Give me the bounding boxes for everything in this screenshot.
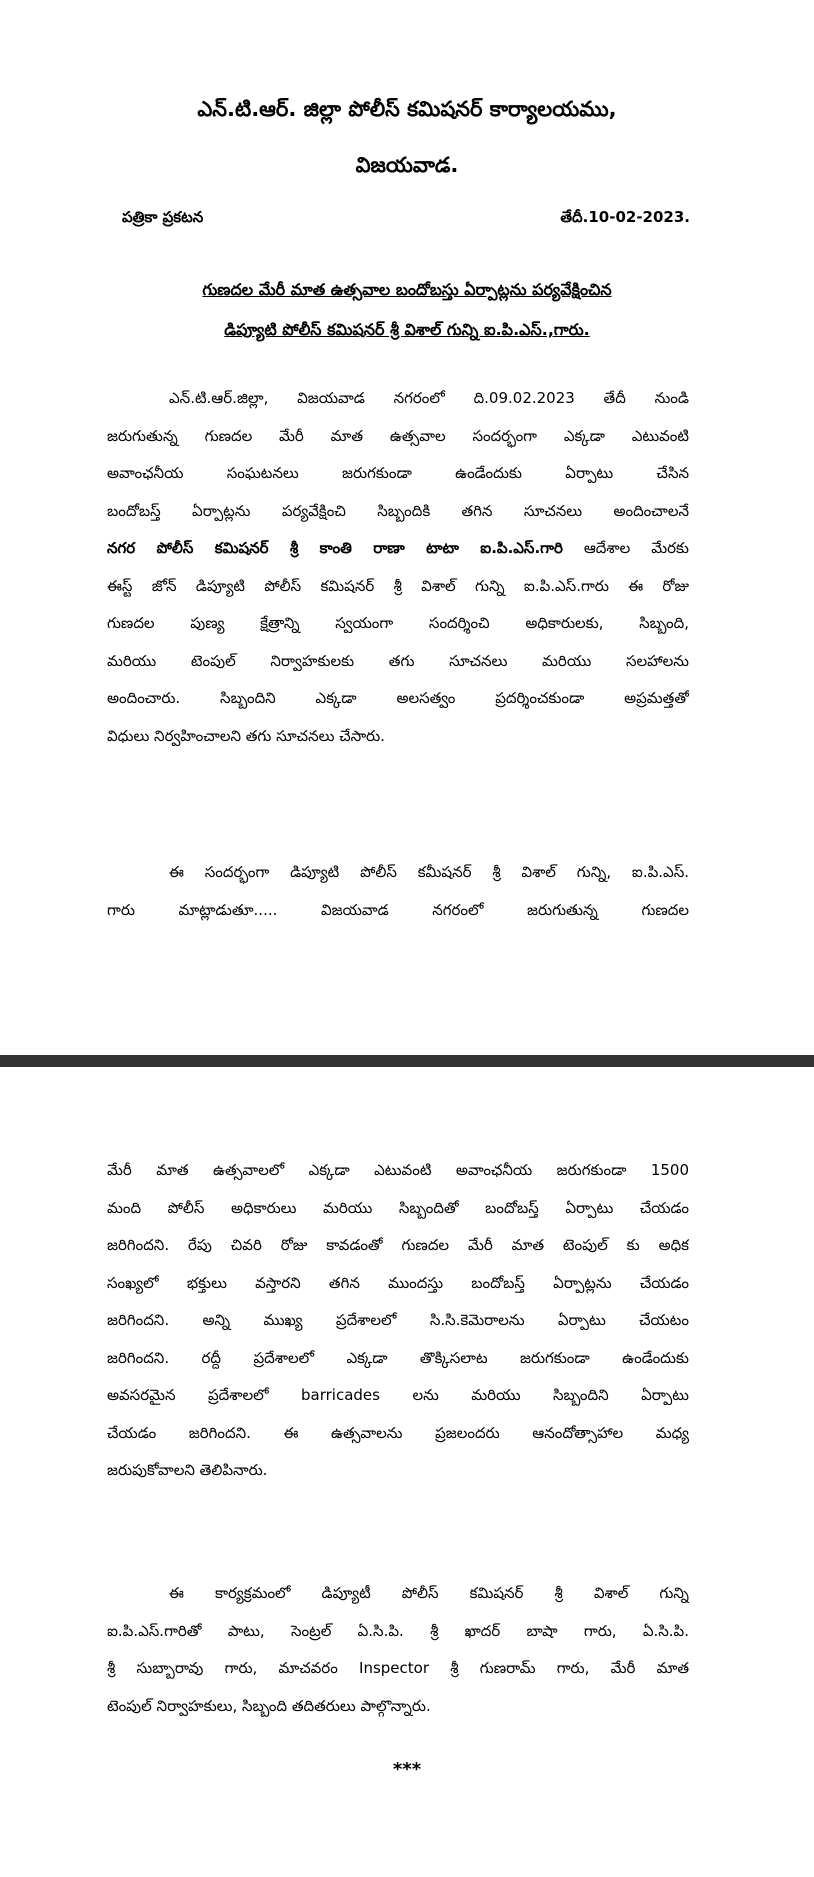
paragraph-line: గారు మాట్లాడుతూ..... విజయవాడ నగరంలో జరుగుతున్న గుణదల: [107, 900, 689, 919]
release-date: తేదీ.10-02-2023.: [560, 208, 690, 226]
paragraph-line: ఎన్.టి.ఆర్.జిల్లా, విజయవాడ నగరంలో ది.09.02.2023 తేదీ నుండి: [169, 389, 689, 407]
paragraph-4: [107, 1575, 689, 1725]
page-divider: [0, 1055, 814, 1067]
paragraph-line: ఈ కార్యక్రమంలో డిప్యూటీ పోలీస్ కమిషనర్ శ్రీ విశాల్ గున్ని: [169, 1584, 689, 1602]
paragraph-1: [107, 380, 689, 755]
paragraph-line: [107, 530, 689, 568]
headline-line-1: గుణదల మేరీ మాత ఉత్సవాల బందోబస్తు ఏర్పాట్లను పర్యవేక్షించిన: [202, 280, 612, 299]
paragraph-line: జరిగిందని. రేపు చివరి రోజు కావడంతో గుణదల మేరీ మాత టెంపుల్ కు అధిక: [107, 1236, 689, 1254]
paragraph-line: మరియు టెంపుల్ నిర్వాహకులకు తగు సూచనలు మరియు సలహాలను: [107, 651, 689, 670]
office-title: ఎన్.టి.ఆర్. జిల్లా పోలీస్ కమిషనర్ కార్యాలయము,: [197, 97, 617, 121]
paragraph-line: శ్రీ సుబ్బారావు గారు, మాచవరం Inspector శ్రీ గుణరామ్ గారు, మేరీ మాత: [107, 1659, 689, 1677]
paragraph-3: [107, 1152, 689, 1490]
paragraph-line: గుణదల పుణ్య క్షేత్రాన్ని స్వయంగా సందర్శించి అధికారులకు, సిబ్బంది,: [107, 614, 689, 632]
paragraph-line: జరిగిందని. అన్ని ముఖ్య ప్రదేశాలలో సి.సి.కెమెరాలను ఏర్పాటు చేయటం: [107, 1311, 689, 1329]
paragraph-line: జరుపుకోవాలని తెలిపినారు.: [107, 1461, 268, 1479]
meta-row: [122, 205, 690, 231]
commissioner-name-bold: నగర పోలీస్ కమిషనర్ శ్రీ కాంతి రాణా టాటా ఐ.పి.ఎస్.గారి: [107, 539, 563, 557]
paragraph-line: జరిగిందని. రద్దీ ప్రదేశాలలో ఎక్కడా తొక్కిసలాట జరుగకుండా ఉండేందుకు: [107, 1348, 689, 1367]
paragraph-line: అవాంఛనీయ సంఘటనలు జరుగకుండా ఉండేందుకు ఏర్పాటు చేసిన: [107, 464, 689, 482]
paragraph-2: [107, 854, 689, 929]
paragraph-line: మంది పోలీస్ అధికారులు మరియు సిబ్బందితో బందోబస్త్ ఏర్పాటు చేయడం: [107, 1198, 689, 1217]
paragraph-line: అవసరమైన ప్రదేశాలలో barricades లను మరియు సిబ్బందిని ఏర్పాటు: [107, 1386, 689, 1404]
office-city: విజయవాడ.: [355, 153, 459, 177]
paragraph-line: బందోబస్త్ ఏర్పాట్లను పర్యవేక్షించి సిబ్బందికి తగిన సూచనలు అందించాలనే: [107, 501, 689, 520]
paragraph-line: ఈ సందర్భంగా డిప్యూటి పోలీస్ కమీషనర్ శ్రీ విశాల్ గున్ని, ఐ.పి.ఎస్.: [169, 863, 689, 881]
paragraph-line: అందించారు. సిబ్బందిని ఎక్కడా అలసత్వం ప్రదర్శించకుండా అప్రమత్తతో: [107, 689, 689, 707]
paragraph-line: ఈస్ట్ జోన్ డిప్యూటి పోలీస్ కమిషనర్ శ్రీ విశాల్ గున్ని ఐ.పి.ఎస్.గారు ఈ రోజు: [107, 576, 689, 595]
paragraph-line: ఐ.పి.ఎస్.గారితో పాటు, సెంట్రల్ ఏ.సి.పి. శ్రీ ఖాదర్ బాషా గారు, ఏ.సి.పి.: [107, 1621, 689, 1640]
headline-line-2: డిప్యూటి పోలీస్ కమిషనర్ శ్రీ విశాల్ గున్ని ఐ.పి.ఎస్.,గారు.: [224, 320, 590, 339]
paragraph-line: చేయడం జరిగిందని. ఈ ఉత్సవాలను ప్రజలందరు ఆనందోత్సాహాల మధ్య: [107, 1423, 689, 1442]
paragraph-line: టెంపుల్ నిర్వాహకులు, సిబ్బంది తదితరులు పాల్గొన్నారు.: [107, 1696, 431, 1715]
press-release-label: పత్రికా ప్రకటన: [122, 208, 204, 226]
paragraph-line: మేరీ మాత ఉత్సవాలలో ఎక్కడా ఎటువంటి అవాంఛనీయ జరుగకుండా 1500: [107, 1161, 689, 1179]
paragraph-line: జరుగుతున్న గుణదల మేరీ మాత ఉత్సవాల సందర్భంగా ఎక్కడా ఎటువంటి: [107, 426, 689, 445]
paragraph-line: విధులు నిర్వహించాలని తగు సూచనలు చేసారు.: [107, 726, 385, 745]
paragraph-line: సంఖ్యలో భక్తులు వస్తారని తగిన ముందస్తు బందోబస్త్ ఏర్పాట్లను చేయడం: [107, 1273, 689, 1292]
paragraph-line-tail: ఆదేశాల మేరకు: [583, 539, 689, 557]
end-marker: ***: [392, 1759, 422, 1780]
